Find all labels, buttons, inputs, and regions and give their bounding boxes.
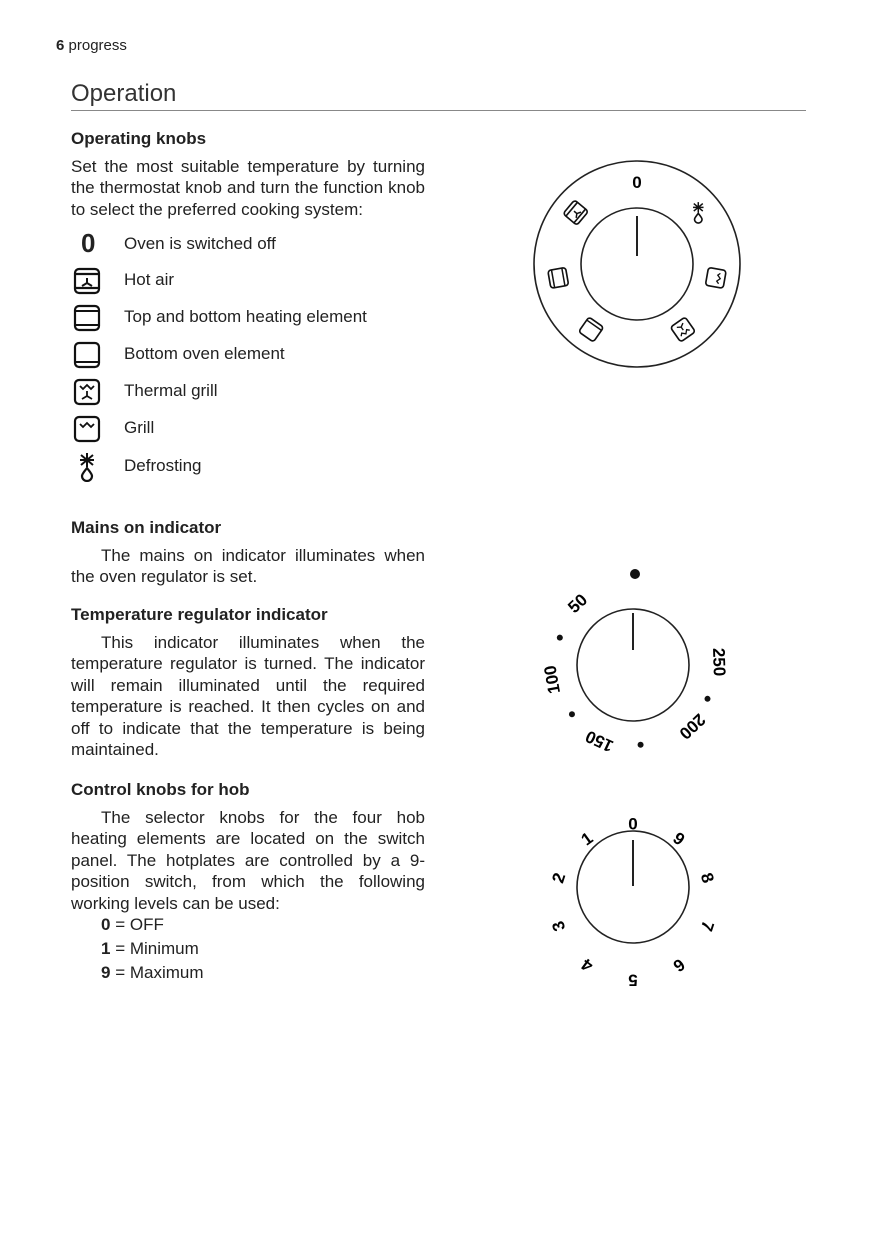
- level-value: = Minimum: [115, 939, 199, 958]
- hob-level-label: 2: [548, 870, 570, 886]
- heading: Operating knobs: [71, 129, 207, 148]
- hob-level-label: 9: [669, 828, 689, 850]
- section-title: Operation: [71, 80, 177, 107]
- page-number: 6: [56, 37, 65, 54]
- symbol-label: Oven is switched off: [124, 234, 276, 253]
- symbol-label: Grill: [124, 418, 155, 437]
- hob-knob: [548, 815, 717, 990]
- level-value: = OFF: [115, 915, 164, 934]
- paragraph: Set the most suitable temperature by turning the thermostat knob and turn the function knob to select the preferred cooking system:: [71, 156, 425, 219]
- temperature-label: 250: [708, 647, 729, 677]
- knob-zero-label: 0: [632, 173, 642, 192]
- knob-grill-icon: [705, 267, 726, 288]
- hob-level-label: 0: [628, 814, 638, 834]
- paragraph: The selector knobs for the four hob heating elements are located on the switch panel. The hotplates are controlled by a 9-position switch, from which the following working levels can be used:: [71, 807, 425, 913]
- hob-level-label: 4: [577, 954, 597, 976]
- level-value: = Maximum: [115, 963, 204, 982]
- knob-thermal-grill-icon: [670, 317, 695, 342]
- heading: Mains on indicator: [71, 518, 222, 537]
- hob-level-label: 1: [577, 828, 597, 850]
- paragraph: This indicator illuminates when the temperature regulator is turned. The indicator will remain illuminated until the required temperature is reached. It then cycles on and off to indicate that the temperature is being maintained.: [71, 632, 425, 759]
- hob-level-label: 8: [696, 870, 718, 886]
- symbol-label: Thermal grill: [124, 381, 218, 400]
- thermostat-knob: [540, 569, 728, 756]
- knob-top-bottom-heat-icon: [548, 267, 569, 288]
- symbol-label: Bottom oven element: [124, 344, 285, 363]
- function-knob: [534, 161, 740, 367]
- off-dot: [630, 569, 640, 579]
- knob-bottom-heat-icon: [579, 317, 604, 342]
- temperature-label: 100: [540, 663, 565, 696]
- zero-icon: 0: [81, 228, 96, 258]
- symbol-label: Hot air: [124, 270, 175, 289]
- knob-defrost-icon: [693, 202, 704, 223]
- hob-level-label: 6: [669, 954, 689, 976]
- hob-level-label: 7: [696, 918, 718, 934]
- symbol-label: Top and bottom heating element: [124, 307, 367, 326]
- hob-level-label: 3: [548, 918, 570, 934]
- level-key: 0: [101, 915, 111, 934]
- temperature-label: 150: [582, 726, 617, 756]
- scale-dot: [638, 742, 644, 748]
- hob-level-label: 5: [628, 970, 638, 990]
- symbol-label: Defrosting: [124, 456, 202, 475]
- level-key: 9: [101, 963, 111, 982]
- brand: progress: [68, 37, 127, 54]
- level-key: 1: [101, 939, 111, 958]
- heading: Temperature regulator indicator: [71, 605, 328, 624]
- paragraph: The mains on indicator illuminates when the oven regulator is set.: [71, 545, 425, 586]
- temperature-label: 50: [564, 590, 592, 617]
- temperature-label: 200: [675, 709, 710, 744]
- heading: Control knobs for hob: [71, 780, 250, 799]
- scale-dot: [569, 711, 575, 717]
- scale-dot: [705, 696, 711, 702]
- scale-dot: [557, 635, 563, 641]
- knob-hot-air-icon: [563, 200, 588, 225]
